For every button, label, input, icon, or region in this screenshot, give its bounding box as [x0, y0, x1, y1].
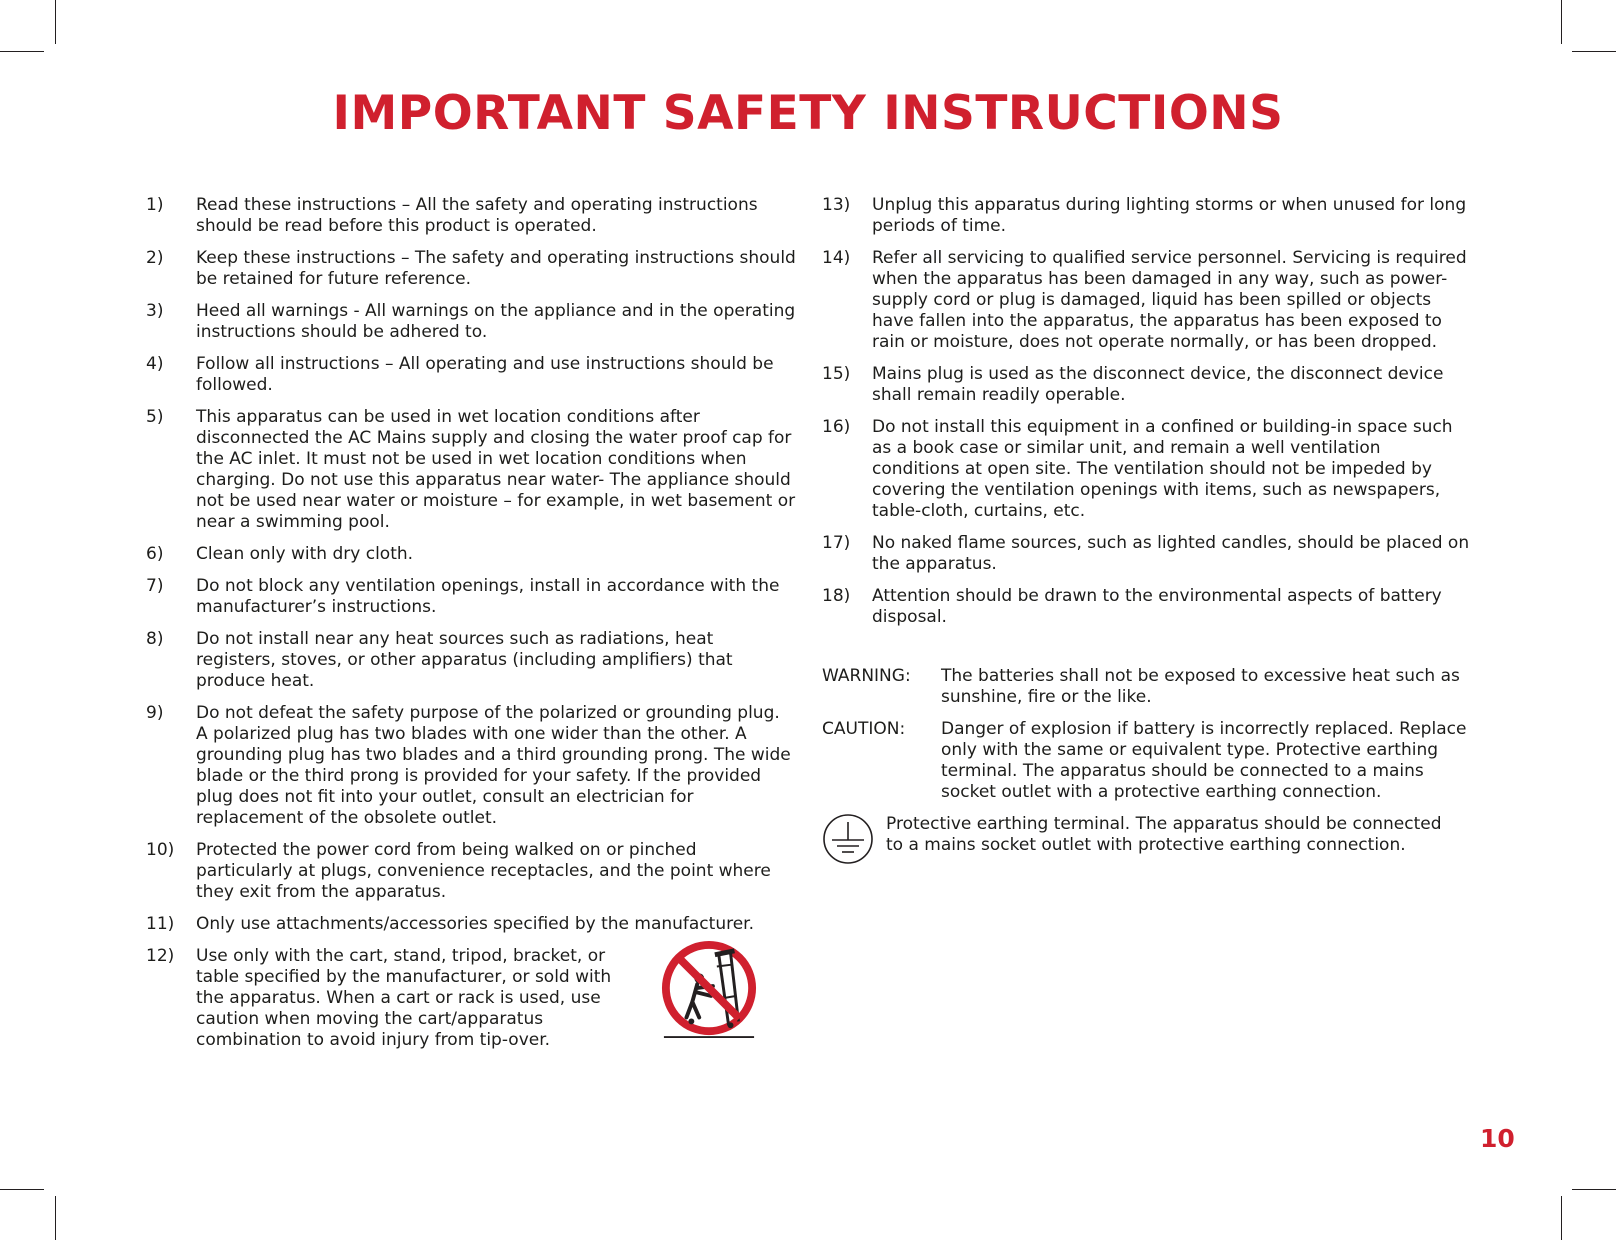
item-number: 7): [146, 576, 164, 596]
crop-mark: [1572, 51, 1616, 52]
crop-mark: [1561, 1196, 1562, 1240]
item-text: Heed all warnings - All warnings on the appliance and in the operating instructions should be adhered to.: [196, 301, 796, 342]
list-item: [822, 248, 1472, 353]
crop-mark: [55, 0, 56, 44]
item-text: Do not defeat the safety purpose of the polarized or grounding plug. A polarized plug has two blades with one wider than the other. A grounding plug has two blades and a third grounding prong. The wide blade or the third prong is provided for your safety. If the provided plug does not fit into your outlet, consult an electrician for replacement of the obsolete outlet.: [196, 703, 791, 828]
item-text: Mains plug is used as the disconnect device, the disconnect device shall remain readily operable.: [872, 364, 1444, 405]
item-text: Clean only with dry cloth.: [196, 544, 414, 564]
earthing-text: Protective earthing terminal. The apparatus should be connected to a mains socket outlet with protective earthing connection.: [886, 814, 1442, 855]
earthing-note: [822, 814, 1472, 865]
list-item: [146, 354, 796, 396]
item-number: 2): [146, 248, 164, 268]
list-item: [146, 703, 796, 829]
item-number: 10): [146, 840, 175, 860]
protective-earth-icon: [822, 813, 874, 865]
item-number: 4): [146, 354, 164, 374]
item-text: Follow all instructions – All operating and use instructions should be followed.: [196, 354, 774, 395]
caution-note: [822, 719, 1472, 803]
item-text: Do not block any ventilation openings, install in accordance with the manufacturer’s instructions.: [196, 576, 780, 617]
item-number: 16): [822, 417, 851, 437]
item-text: Protected the power cord from being walked on or pinched particularly at plugs, convenience receptacles, and the point where they exit from the apparatus.: [196, 840, 771, 902]
warning-note: [822, 666, 1472, 708]
item-number: 14): [822, 248, 851, 268]
list-item: [146, 914, 796, 935]
list-item: [822, 533, 1472, 575]
item-text: Do not install this equipment in a confined or building-in space such as a book case or similar unit, and remain a well ventilation conditions at open site. The ventilation should not be impeded by covering the ventilation openings with items, such as newspapers, table-cloth, curtains, etc.: [872, 417, 1453, 521]
item-number: 1): [146, 195, 164, 215]
left-column: [146, 195, 796, 1062]
item-number: 8): [146, 629, 164, 649]
item-text: Refer all servicing to qualified service personnel. Servicing is required when the apparatus has been damaged in any way, such as power-supply cord or plug is damaged, liquid has been spilled or objects have fallen into the apparatus, the apparatus has been exposed to rain or moisture, does not operate normally, or has been dropped.: [872, 248, 1467, 352]
item-number: 9): [146, 703, 164, 723]
list-item: [822, 364, 1472, 406]
list-item: [146, 840, 796, 903]
item-number: 12): [146, 946, 175, 966]
list-item: [146, 544, 796, 565]
item-number: 3): [146, 301, 164, 321]
list-item: [822, 586, 1472, 628]
item-text: Do not install near any heat sources such as radiations, heat registers, stoves, or other apparatus (including amplifiers) that produce heat.: [196, 629, 733, 691]
item-number: 17): [822, 533, 851, 553]
cart-tip-over-warning-icon: [660, 939, 758, 1043]
item-text: Attention should be drawn to the environmental aspects of battery disposal.: [872, 586, 1442, 627]
list-item: [146, 629, 796, 692]
item-text: Read these instructions – All the safety and operating instructions should be read before this product is operated.: [196, 195, 758, 236]
page-title: IMPORTANT SAFETY INSTRUCTIONS: [332, 86, 1284, 141]
item-text: Use only with the cart, stand, tripod, bracket, or table specified by the manufacturer, or sold with the apparatus. When a cart or rack is used, use caution when moving the cart/apparatus combination to avoid injury from tip-over.: [196, 946, 612, 1050]
crop-mark: [1572, 1189, 1616, 1190]
caution-label: CAUTION:: [822, 719, 906, 739]
item-number: 6): [146, 544, 164, 564]
list-item: [146, 576, 796, 618]
item-number: 13): [822, 195, 851, 215]
caution-text: Danger of explosion if battery is incorrectly replaced. Replace only with the same or equivalent type. Protective earthing terminal. The apparatus should be connected to a mains socket outlet with a protective earthing connection.: [941, 719, 1467, 802]
item-text: No naked flame sources, such as lighted candles, should be placed on the apparatus.: [872, 533, 1470, 574]
item-number: 11): [146, 914, 175, 934]
list-item: [146, 248, 796, 290]
list-item: [146, 407, 796, 533]
page-number: 10: [1480, 1124, 1515, 1153]
item-number: 5): [146, 407, 164, 427]
item-number: 18): [822, 586, 851, 606]
item-text: This apparatus can be used in wet location conditions after disconnected the AC Mains supply and closing the water proof cap for the AC inlet. It must not be used in wet location conditions when charging. Do not use this apparatus near water- The appliance should not be used near water or moisture – for example, in wet basement or near a swimming pool.: [196, 407, 796, 532]
warning-label: WARNING:: [822, 666, 911, 686]
warning-text: The batteries shall not be exposed to excessive heat such as sunshine, fire or the like.: [941, 666, 1460, 707]
crop-mark: [1561, 0, 1562, 44]
list-item: [146, 946, 796, 1051]
right-column: [822, 195, 1472, 865]
notes-section: [822, 666, 1472, 865]
crop-mark: [0, 1189, 44, 1190]
item-number: 15): [822, 364, 851, 384]
item-text: Unplug this apparatus during lighting storms or when unused for long periods of time.: [872, 195, 1467, 236]
item-text: Keep these instructions – The safety and operating instructions should be retained for future reference.: [196, 248, 796, 289]
list-item: [146, 195, 796, 237]
list-item: [822, 195, 1472, 237]
item-text: Only use attachments/accessories specified by the manufacturer.: [196, 914, 755, 934]
list-item: [822, 417, 1472, 522]
crop-mark: [55, 1196, 56, 1240]
list-item: [146, 301, 796, 343]
crop-mark: [0, 51, 44, 52]
